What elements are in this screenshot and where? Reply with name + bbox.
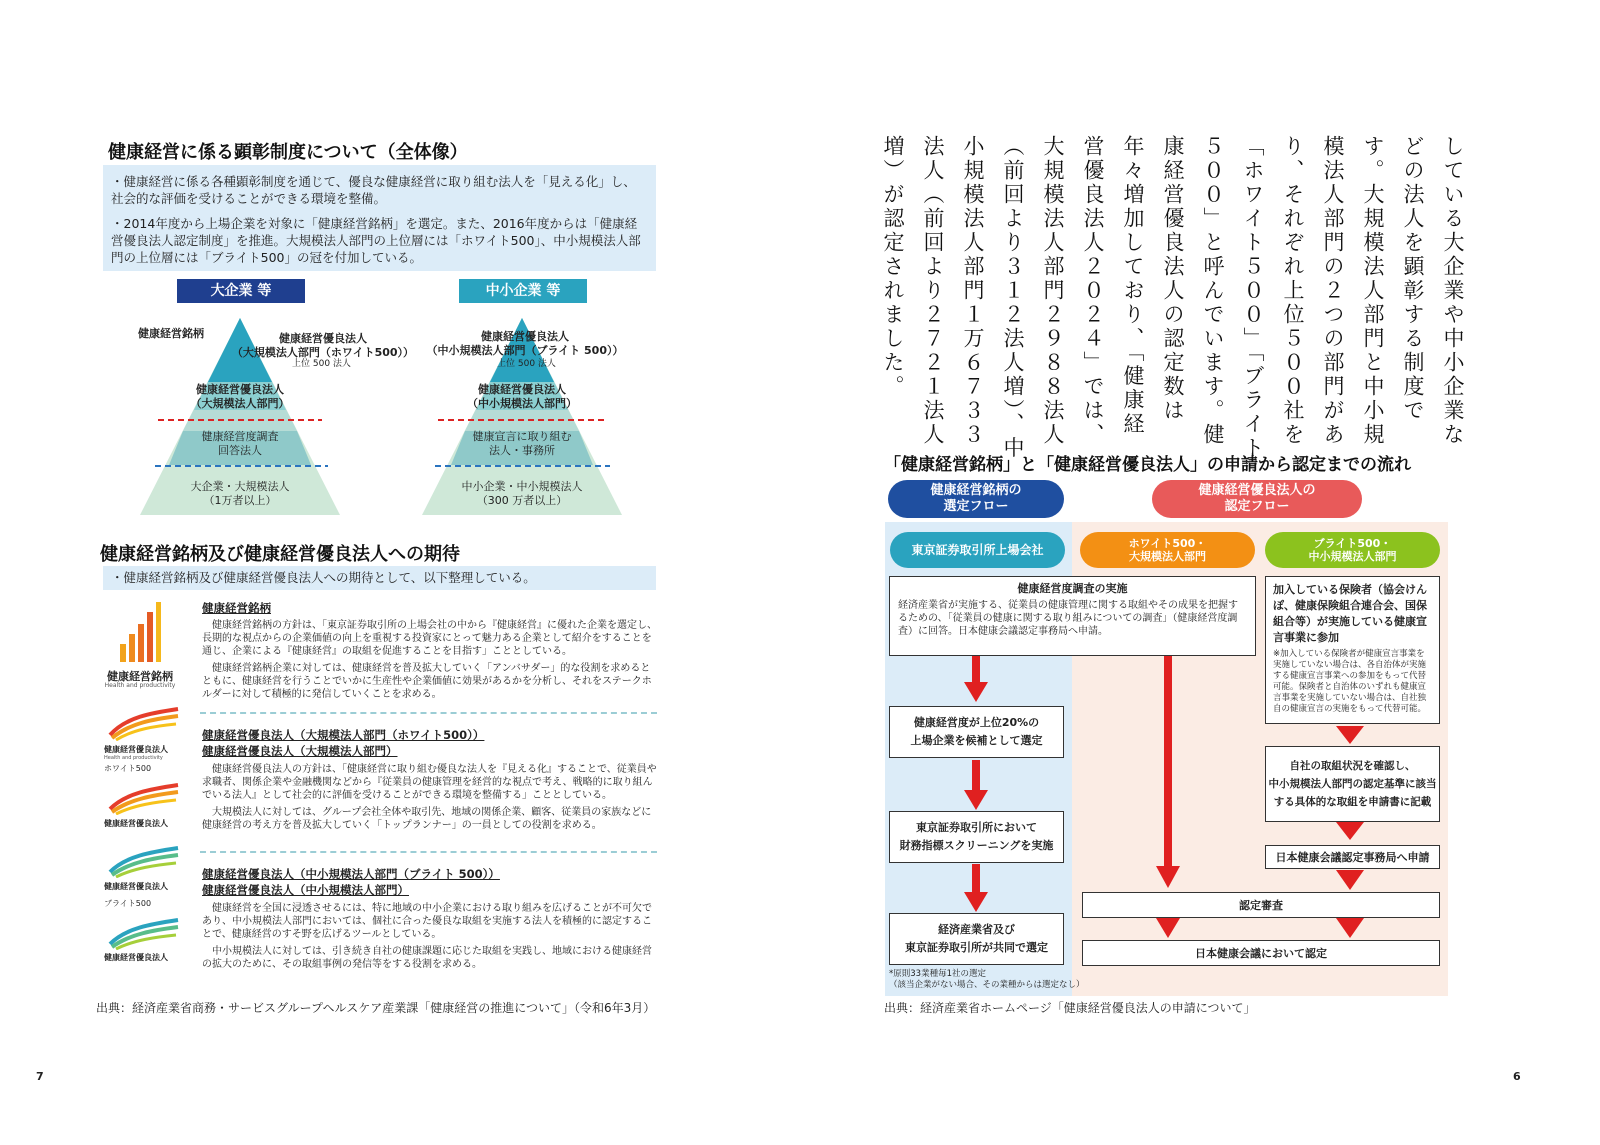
vtext-col-1: している大企業や中小企業な <box>1441 135 1465 447</box>
intro-bullet-1-text: 健康経営に係る各種顕彰制度を通じて、優良な健康経営に取り組む法人を「見える化」し、社会的な評価を受けることができる環境を整備。 <box>111 174 636 206</box>
section-small-title2: 健康経営優良法人（中小規模法人部門） <box>202 883 409 897</box>
section-small-title: 健康経営優良法人（中小規模法人部門（ブライト 500）） <box>202 867 500 881</box>
section-large-title2: 健康経営優良法人（大規模法人部門） <box>202 744 398 758</box>
pyramid-large-lower: 健康経営度調査 回答法人 <box>201 430 279 457</box>
white500-logo-en: Health and productivity <box>104 755 163 761</box>
section-large-title: 健康経営優良法人（大規模法人部門（ホワイト500）） <box>202 728 485 742</box>
bright500-logo-sub: ブライト500 <box>104 899 152 908</box>
joint-box: 経済産業省及び 東京証券取引所が共同で選定 <box>889 913 1064 965</box>
survey-box <box>889 576 1256 656</box>
vtext-col-10: 営優良法人２０２４」では、 <box>1081 135 1105 447</box>
bright500-logo-icon <box>106 846 182 878</box>
vtext-col-13: 小規模法人部門１万６７３３ <box>961 135 985 447</box>
small-logo-text: 健康経営優良法人 <box>104 953 168 962</box>
section-meigara-p1: 健康経営銘柄の方針は、「東京証券取引所の上場会社の中から『健康経営』に優れた企業を選定し、長期的な視点からの企業価値の向上を重視する投資家にとって魅力ある企業として紹介をすることを通じ、企業による『健康経営』の取組を促進することを目指す」こととしている。 <box>202 620 657 657</box>
pill-yuryo-flow: 健康経営優良法人の 認定フロー <box>1152 480 1362 518</box>
pyramid-large-mid: 健康経営優良法人 （大規模法人部門） <box>190 383 290 410</box>
flow-footnote: *原則33業種毎1社の選定 （該当企業がない場合、その業種からは選定なし） <box>889 969 1085 990</box>
vtext-col-3: す。大規模法人部門と中小規 <box>1361 135 1385 447</box>
insurer-title: 加入している保険者（協会けんぽ、健康保険組合連合会、国保組合等）が実施している健康宣言事業に参加 <box>1273 583 1427 644</box>
section-meigara-p2: 健康経営銘柄企業に対しては、健康経営を普及拡大していく「アンバサダー」的な役割を求めるとともに、健康経営を行うことでいかに生産性や企業価値に効果があるかを分析し、それをステークホルダーに対して積極的に発信していくことを求める。 <box>202 663 652 700</box>
left-page-number: 7 <box>36 1070 44 1083</box>
expect-title: 健康経営銘柄及び健康経営優良法人への期待 <box>100 544 460 565</box>
white500-logo-text: 健康経営優良法人 <box>104 745 168 754</box>
intro-bullet-2-text: 2014年度から上場企業を対象に「健康経営銘柄」を選定。また、2016年度からは「健康経営優良法人認定制度」を推進。大規模法人部門の上位層には「ホワイト500」、中小規模法人部門の上位層には「ブライト500」の冠を付加している。 <box>111 216 641 265</box>
pyramid-small-lower: 健康宣言に取り組む 法人・事務所 <box>472 430 572 457</box>
lane-tse: 東京証券取引所上場会社 <box>890 532 1065 568</box>
vtext-col-14: 法人（前回より２７２１法人 <box>921 135 945 447</box>
vtext-col-7: ５００」と呼んでいます。健 <box>1201 135 1225 447</box>
lane-white: ホワイト500・ 大規模法人部門 <box>1080 532 1255 568</box>
left-source: 出典：経済産業省商務・サービスグループヘルスケア産業課「健康経営の推進について」（令和6年3月） <box>96 1001 656 1015</box>
tse-screen-box: 東京証券取引所において 財務指標スクリーニングを実施 <box>889 811 1064 863</box>
right-source: 出典：経済産業省ホームページ「健康経営優良法人の申請について」 <box>884 1001 1256 1015</box>
vtext-col-12: （前回より３１２法人増）、中 <box>1001 135 1025 461</box>
lane-bright: ブライト500・ 中小規模法人部門 <box>1265 532 1440 568</box>
vtext-col-5: り、それぞれ上位５００社を <box>1281 135 1305 447</box>
small-logo-icon <box>106 918 182 950</box>
vtext-col-11: 大規模法人部門２９８８法人 <box>1041 135 1065 447</box>
vtext-col-15: 増）が認定されました。 <box>881 135 905 399</box>
meigara-logo-icon <box>118 600 162 666</box>
certify-box: 日本健康会議において認定 <box>1082 940 1440 966</box>
left-title: 健康経営に係る顕彰制度について（全体像） <box>108 142 468 163</box>
pyramid-large-base: 大企業・大規模法人 （1万者以上） <box>190 480 290 507</box>
pyramid-small-header: 中小企業 等 <box>459 279 587 303</box>
section-small-p1: 健康経営を全国に浸透させるには、特に地域の中小企業における取り組みを広げることが不可欠であり、中小規模法人部門においては、個社に合った優良な取組を実施する法人を積極的に認定することで、健康経営のすそ野を広げるツールとしている。 <box>202 903 652 940</box>
vtext-col-4: 模法人部門の２つの部門があ <box>1321 135 1345 447</box>
flow-title: 「健康経営銘柄」と「健康経営優良法人」の申請から認定までの流れ <box>884 455 1411 475</box>
pyramid-large-top: 健康経営優良法人 （大規模法人部門（ホワイト500）） <box>231 332 415 359</box>
review-box: 認定審査 <box>1082 892 1440 918</box>
section-small-p2: 中小規模法人に対しては、引き続き自社の健康課題に応じた取組を実践し、地域における健康経営の拡大のために、その取組事例の発信等をする役割を求める。 <box>202 946 652 970</box>
pill-meigara-flow: 健康経営銘柄の 選定フロー <box>888 480 1064 518</box>
section-meigara <box>202 600 657 701</box>
divider-2 <box>200 851 657 853</box>
section-large-p1: 健康経営優良法人の方針は、「健康経営に取り組む優良な法人を『見える化』することで、従業員や求職者、関係企業や金融機関などから『従業員の健康管理を経営的な視点で考え、戦略的に取り組んでいる法人』として社会的に評価を受けることができる環境を整備する」こととしている。 <box>202 764 657 801</box>
pyramid-large-top-sub: 上位 500 法人 <box>292 359 351 369</box>
pyramid-small-base: 中小企業・中小規模法人 （300 万者以上） <box>461 480 583 507</box>
pyramid-small-mid: 健康経営優良法人 （中小規模法人部門） <box>467 383 577 410</box>
survey-title: 健康経営度調査の実施 <box>1017 582 1128 595</box>
meigara-logo-text: 健康経営銘柄 <box>107 670 173 683</box>
intro-bullet-1: ・健康経営に係る各種顕彰制度を通じて、優良な健康経営に取り組む法人を「見える化」し、社会的な評価を受けることができる環境を整備。 <box>111 174 636 206</box>
insurer-note: ※加入している保険者が健康宣言事業を実施していない場合は、各自治体が実施する健康宣言事業への参加をもって代替可能。保険者と自治体のいずれも健康宣言事業を実施していない場合は、自社独自の健康宣言の実施をもって代替可能。 <box>1273 649 1427 714</box>
intro-bullet-2: ・2014年度から上場企業を対象に「健康経営銘柄」を選定。また、2016年度からは「健康経営優良法人認定制度」を推進。大規模法人部門の上位層には「ホワイト500」、中小規模法人部門の上位層には「ブライト500」の冠を付加している。 <box>111 216 641 265</box>
vtext-col-6: 「ホワイト５００」「ブライト <box>1241 135 1265 461</box>
white500-logo-sub: ホワイト500 <box>104 764 152 773</box>
vtext-col-8: 康経営優良法人の認定数は <box>1161 135 1185 423</box>
flow-arrows <box>880 650 1450 950</box>
white500-logo-icon <box>106 707 182 741</box>
expect-bullet-text: 健康経営銘柄及び健康経営優良法人への期待として、以下整理している。 <box>123 570 536 585</box>
bright500-logo-text: 健康経営優良法人 <box>104 882 168 891</box>
large-logo-icon <box>106 783 182 815</box>
right-page-number: 6 <box>1513 1070 1521 1083</box>
pyramid-large-brand: 健康経営銘柄 <box>138 327 204 340</box>
pyramid-small-top-sub: 上位 500 法人 <box>497 359 556 369</box>
section-large <box>202 727 657 832</box>
vtext-col-9: 年々増加しており、「健康経 <box>1121 135 1145 437</box>
pyramid-large-header: 大企業 等 <box>177 279 305 303</box>
apply-box: 日本健康会議認定事務局へ申請 <box>1265 845 1440 869</box>
top20-box: 健康経営度が上位20%の 上場企業を候補として選定 <box>889 706 1064 758</box>
divider-1 <box>200 712 657 714</box>
section-large-p2: 大規模法人に対しては、グループ会社全体や取引先、地域の関係企業、顧客、従業員の家族などに健康経営の考え方を普及拡大していく「トップランナー」の一員としての役割を求める。 <box>202 807 652 831</box>
survey-body: 経済産業省が実施する、従業員の健康管理に関する取組やその成果を把握するための、「従業員の健康に関する取り組みについての調査」（健康経営度調査）に回答。日本健康会議認定事務局へ申請。 <box>898 600 1238 637</box>
section-meigara-title: 健康経営銘柄 <box>202 601 271 615</box>
pyramid-small-top: 健康経営優良法人 （中小規模法人部門（ブライト 500）） <box>426 330 624 357</box>
vtext-col-2: どの法人を顕彰する制度で <box>1401 135 1425 423</box>
meigara-logo-en: Health and productivity <box>104 682 176 689</box>
section-small <box>202 866 657 971</box>
large-logo-text: 健康経営優良法人 <box>104 819 168 828</box>
expect-bullet-box: ・健康経営銘柄及び健康経営優良法人への期待として、以下整理している。 <box>103 566 656 590</box>
self-check-box: 自社の取組状況を確認し、 中小規模法人部門の認定基準に該当 する具体的な取組を申請書に記載 <box>1265 746 1440 822</box>
intro-bullets-box <box>103 165 656 271</box>
